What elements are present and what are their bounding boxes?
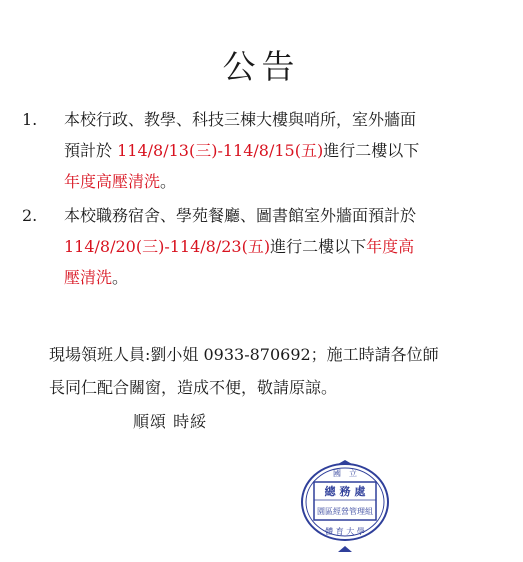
notice-text: 。 [112, 268, 129, 287]
notice-text: 本校行政、教學、科技三棟大樓與哨所，室外牆面 [64, 110, 417, 129]
seal-bottom-text: 體 育 大 學 [325, 527, 365, 536]
contact-note-line-1: 現場領班人員:劉小姐 0933-870692；施工時請各位師 [49, 345, 439, 364]
highlighted-text: 114/8/20(三)-114/8/23(五) [64, 237, 271, 256]
notice-item-line [64, 200, 512, 231]
highlighted-text: 壓清洗 [64, 268, 113, 287]
highlighted-text: 年度高 [366, 237, 415, 256]
notice-item [22, 200, 512, 293]
page-title: 公告 [222, 47, 301, 86]
notice-list [22, 104, 512, 293]
notice-item-line [64, 231, 512, 262]
notice-text: 進行二樓以下 [270, 237, 367, 256]
notice-text: 進行二樓以下 [323, 141, 420, 160]
closing-salutation: 順頌 時綏 [133, 412, 208, 431]
seal-division-text: 園區經營管理組 [317, 507, 373, 516]
notice-text: 預計於 [64, 141, 118, 160]
official-seal [300, 458, 390, 554]
notice-item-line [64, 166, 512, 197]
highlighted-text: 年度高壓清洗 [64, 172, 161, 191]
contact-note-line-2: 長同仁配合關窗，造成不便，敬請原諒。 [49, 378, 338, 397]
contact-note [49, 338, 509, 404]
notice-item-number: 2. [22, 206, 38, 225]
highlighted-text: 114/8/13(三)-114/8/15(五) [117, 141, 324, 160]
notice-item-number: 1. [22, 110, 38, 129]
seal-office-text: 總 務 處 [324, 485, 366, 498]
notice-item-line [64, 135, 512, 166]
notice-text: 。 [160, 172, 177, 191]
notice-item-line [64, 262, 512, 293]
seal-top-text: 國 立 [333, 469, 357, 478]
notice-item-line [64, 104, 512, 135]
notice-text: 本校職務宿舍、學苑餐廳、圖書館室外牆面預計於 [64, 206, 417, 225]
notice-item [22, 104, 512, 197]
